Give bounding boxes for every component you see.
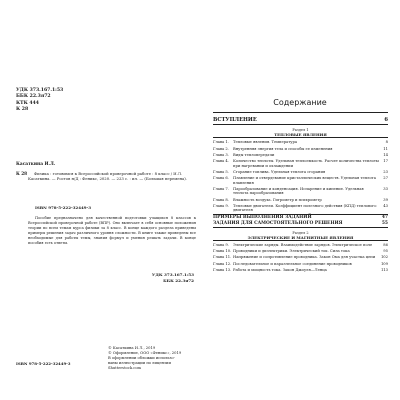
copyright-block xyxy=(108,346,198,371)
tasks-row xyxy=(213,221,388,227)
toc-entry xyxy=(213,147,388,152)
intro-rule xyxy=(213,124,388,125)
chapter-title: Виды теплопередачи xyxy=(233,152,275,157)
intro-page: 6 xyxy=(384,117,388,123)
toc-entry xyxy=(213,170,388,175)
author-mark: К 28 xyxy=(16,171,28,176)
toc-entry xyxy=(213,268,388,273)
ktk-line: КТК 444 xyxy=(16,100,39,106)
chapter-title: Тепловые двигатели. Коэффициент полезного действия (КПД) теплового двигателя xyxy=(233,203,377,213)
chapter-number: Глава 12. xyxy=(213,261,232,266)
toc-entry xyxy=(213,187,388,196)
toc-entry xyxy=(213,249,388,254)
annotation: Пособие предназначено для качественной подготовки учащихся 8 классов к Всероссийской проверочной работе (ВПР). Оно включает в себя основные положения теории по всем темам курса физики за 8 класс. В конце каждого раздела приведены примеры решения задач различного уровня сложности. В книге также приведены все необходимые для работы темы, знания формул и умения решать задачи. В конце пособия есть ответы. xyxy=(28,216,196,246)
page-number: 113 xyxy=(380,267,388,272)
bbk-bottom-line: ББК 22.3я72 xyxy=(163,277,194,283)
bbk-line: ББК 22.3я72 xyxy=(16,94,51,100)
bibliographic-entry xyxy=(28,171,196,182)
page-number: 23 xyxy=(383,169,388,174)
page-number: 86 xyxy=(383,243,388,248)
contents-title: Содержание xyxy=(273,98,327,107)
udk-block xyxy=(16,88,63,114)
examples-page: 47 xyxy=(381,215,388,221)
intro-row xyxy=(213,117,388,124)
chapter-title: Проводники и диэлектрики. Электрический ток. Сила тока xyxy=(233,249,350,254)
toc-entry xyxy=(213,176,388,185)
chapter-title: Работа и мощность тока. Закон Джоуля—Ленца xyxy=(233,267,327,272)
copyright-line: © Касаткина И.Л., 2019 xyxy=(108,346,156,350)
page-number: 11 xyxy=(383,146,388,151)
udk-bottom-line: УДК 373.167.1:53 xyxy=(151,272,194,277)
section2-title: ЭЛЕКТРИЧЕСКИЕ И МАГНИТНЫЕ ЯВЛЕНИЯ xyxy=(247,235,354,241)
chapter-number: Глава 3. xyxy=(213,152,229,157)
examples-label: ПРИМЕРЫ ВЫПОЛНЕНИЯ ЗАДАНИЙ xyxy=(213,215,312,221)
tasks-label: ЗАДАНИЯ ДЛЯ САМОСТОЯТЕЛЬНОГО РЕШЕНИЯ xyxy=(213,221,343,227)
toc-entry xyxy=(213,159,388,168)
copyright-line: Shutterstock.com xyxy=(108,366,142,371)
page-number: 102 xyxy=(380,255,388,260)
section1-rule xyxy=(213,137,388,138)
chapter-title: Электрические заряды. Взаимодействие зарядов. Электрическое поле xyxy=(233,243,373,248)
page-number: 95 xyxy=(383,249,388,254)
page-number: 8 xyxy=(385,140,388,145)
copyright-line: ваны иллюстрации по лицензии xyxy=(108,361,171,366)
chapter-title: Тепловые явления. Температура xyxy=(233,140,298,145)
chapter-title: Последовательное и параллельное соединение проводников xyxy=(233,261,352,266)
table-of-contents xyxy=(213,112,388,274)
section1-list xyxy=(213,140,388,212)
toc-entry xyxy=(213,262,388,267)
chapter-number: Глава 2. xyxy=(213,146,229,151)
chapter-title: Напряжение и сопротивление проводника. Закон Ома для участка цепи xyxy=(233,255,376,260)
author-heading: Касаткина И.Л. xyxy=(16,162,56,167)
page-number: 39 xyxy=(383,197,388,202)
isbn-bottom: ISBN 978-5-222-32449-3 xyxy=(16,361,71,366)
toc-entry xyxy=(213,140,388,145)
isbn-top: ISBN 978-5-222-32449-3 xyxy=(35,205,92,210)
toc-entry xyxy=(213,255,388,260)
tasks-rule xyxy=(213,227,388,228)
chapter-title: Внутренняя энергия тела и способы ее изменения xyxy=(233,146,333,151)
chapter-number: Глава 9. xyxy=(213,203,229,208)
bibliographic-text: Физика : готовимся к Всероссийской проверочной работе : 8 класс / И.Л. Касаткина. — Ростов н/Д : Феникс, 2020. — 223 с. : ил. — (Большая перемена). xyxy=(28,171,187,182)
chapter-title: Сгорание топлива. Удельная теплота сгорания xyxy=(233,169,326,174)
page-number: 27 xyxy=(383,175,388,180)
chapter-number: Глава 10. xyxy=(213,249,232,254)
section1-title: ТЕПЛОВЫЕ ЯВЛЕНИЯ xyxy=(274,132,327,138)
udk-bottom xyxy=(108,272,194,284)
page-number: 14 xyxy=(383,152,388,157)
page-number: 109 xyxy=(380,261,388,266)
toc-entry xyxy=(213,243,388,248)
chapter-number: Глава 8. xyxy=(213,197,229,202)
chapter-number: Глава 1. xyxy=(213,140,229,145)
section2-label: Раздел 2 xyxy=(292,230,309,235)
toc-entry xyxy=(213,153,388,158)
chapter-number: Глава 13. xyxy=(213,267,232,272)
top-rule xyxy=(213,112,388,113)
udk-line: УДК 373.167.1:53 xyxy=(16,88,64,93)
toc-entry xyxy=(213,204,388,213)
chapter-title: Парообразование и конденсация. Испарение и кипение. Удельная теплота парообразования xyxy=(233,186,364,196)
page-number: 17 xyxy=(383,158,388,163)
chapter-number: Глава 11. xyxy=(213,255,232,260)
page-number: 33 xyxy=(383,186,388,191)
section2-list xyxy=(213,243,388,272)
tasks-page: 55 xyxy=(381,221,388,227)
section2-rule xyxy=(213,240,388,241)
chapter-number: Глава 5. xyxy=(213,169,229,174)
intro-label: ВСТУПЛЕНИЕ xyxy=(213,117,257,123)
chapter-number: Глава 6. xyxy=(213,175,229,180)
chapter-title: Количество теплоты. Удельная теплоемкость. Расчет количества теплоты при нагревании и охлаждении xyxy=(233,158,379,168)
chapter-number: Глава 7. xyxy=(213,186,229,191)
chapter-number: Глава 9. xyxy=(213,243,229,248)
toc-entry xyxy=(213,198,388,203)
chapter-number: Глава 4. xyxy=(213,158,229,163)
k-line: К 28 xyxy=(16,107,29,113)
copyright-line: © Оформление, ООО «Феникс», 2019 xyxy=(108,351,182,356)
chapter-title: Плавление и отвердевание кристаллических веществ. Удельная теплота плавления xyxy=(233,175,376,185)
chapter-title: Влажность воздуха. Гигрометр и психрометр xyxy=(233,197,322,202)
section1-label: Раздел 1 xyxy=(292,128,309,132)
page-number: 43 xyxy=(383,203,388,208)
copyright-line: В оформлении обложки использо- xyxy=(108,356,175,361)
